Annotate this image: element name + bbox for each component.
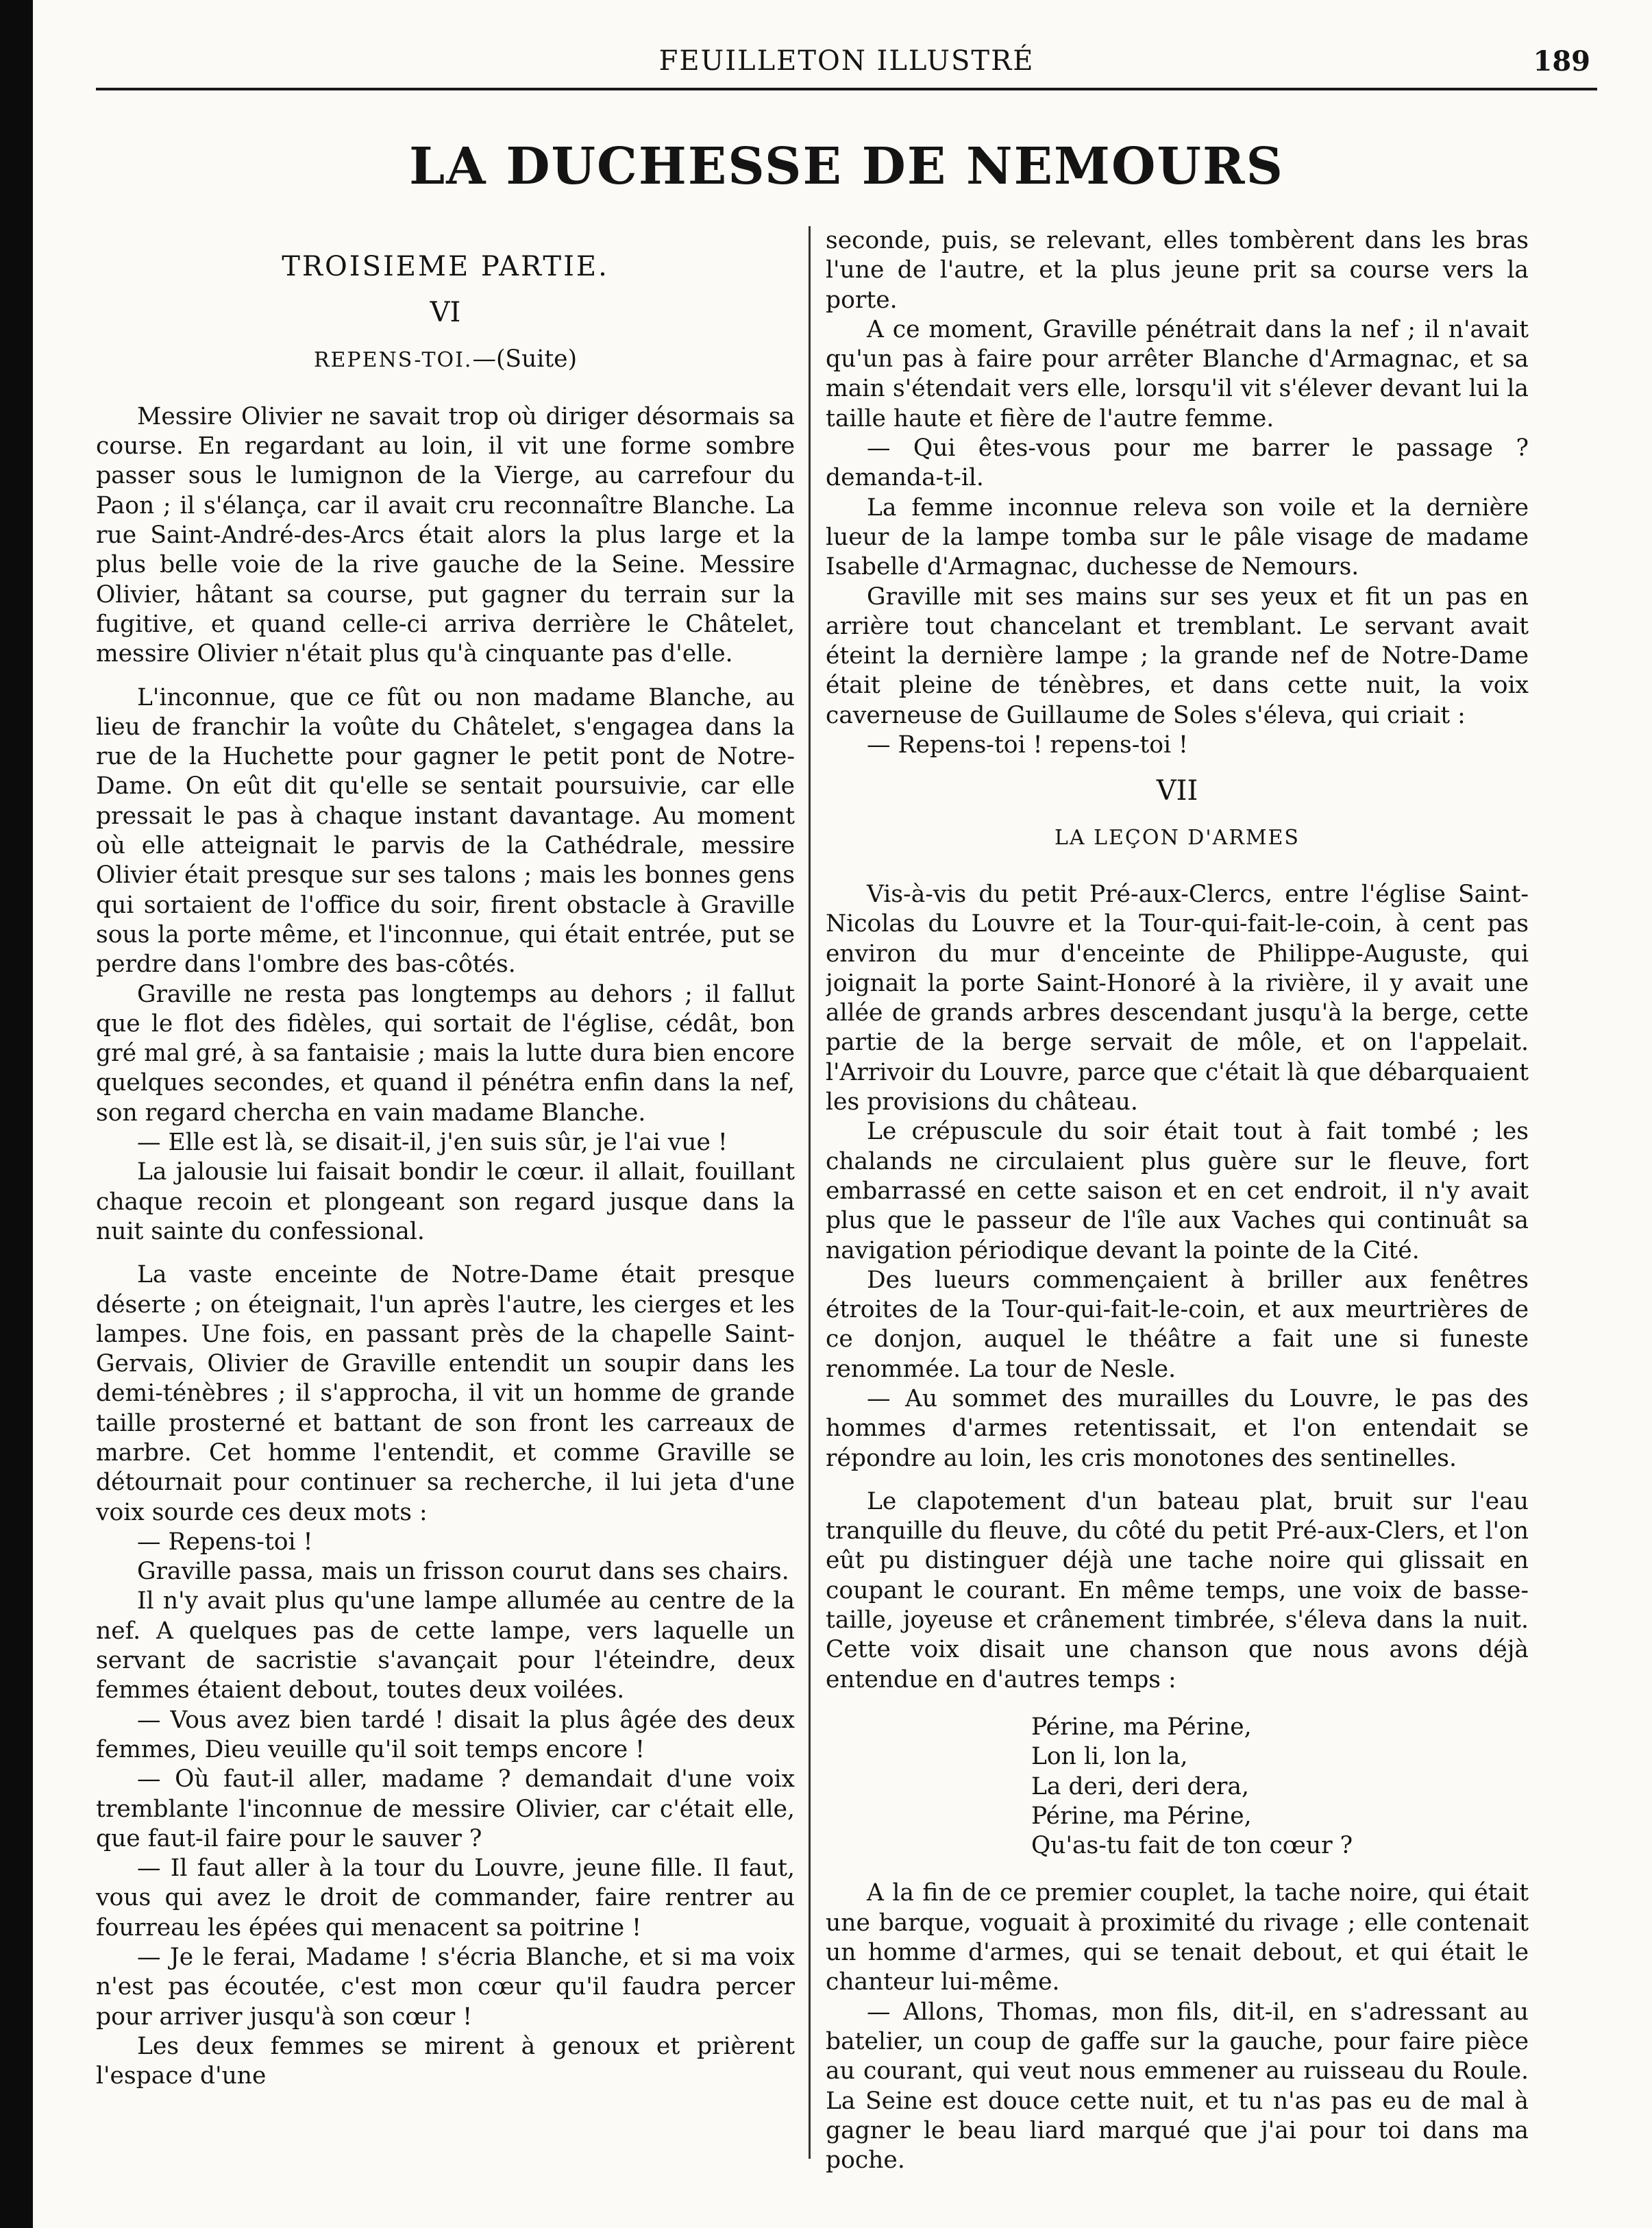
verse-line: La deri, deri dera, [1031,1772,1249,1800]
paragraph: La jalousie lui faisait bondir le cœur. il allait, fouillant chaque recoin et plongeant son regard jusque dans la nuit sainte du confessional. [96,1158,795,1245]
running-header [96,40,1597,90]
verse-line: Périne, ma Périne, [1031,1802,1252,1830]
page-number: 189 [1533,45,1590,77]
paragraph: A la fin de ce premier couplet, la tache noire, qui était une barque, voguait à proximité du rivage ; elle contenait un homme d'armes, qui se tenait debout, et qui était le chanteur lui-même. [826,1879,1529,1996]
paragraph: — Repens-toi ! repens-toi ! [867,731,1188,759]
paragraph: Graville ne resta pas longtemps au dehors ; il fallut que le flot des fidèles, qui sortait de l'église, cédât, bon gré mal gré, à sa fantaisie ; mais la lutte dura bien encore quelques secondes, et quand il pénétra enfin dans la nef, son regard chercha en vain madame Blanche. [96,980,795,1127]
paragraph: — Où faut-il aller, madame ? demandait d'une voix tremblante l'inconnue de messire Olivier, car c'était elle, que faut-il faire pour le sauver ? [96,1765,795,1852]
paragraph: Le crépuscule du soir était tout à fait tombé ; les chalands ne circulaient plus guère sur le fleuve, fort embarrassé en cette saison et en cet endroit, il n'y avait plus que le passeur de l'île aux Vaches qui continuât sa navigation périodique devant la pointe de la Cité. [826,1118,1529,1264]
paragraph: — Repens-toi ! [137,1528,313,1556]
paragraph: L'inconnue, que ce fût ou non madame Blanche, au lieu de franchir la voûte du Châtelet, s'engagea dans la rue de la Huchette pour gagner le petit pont de Notre-Dame. On eût dit qu'elle se sentait poursuivie, car elle pressait le pas à chaque instant davantage. Au moment où elle atteignait le parvis de la Cathédrale, messire Olivier était presque sur ses talons ; mais les bonnes gens qui sortaient de l'office du soir, firent obstacle à Graville sous la porte même, et l'inconnue, qui était entrée, put se perdre dans l'ombre des bas-côtés. [96,683,795,979]
paragraph: Vis-à-vis du petit Pré-aux-Clercs, entre l'église Saint-Nicolas du Louvre et la Tour-qui-fait-le-coin, à cent pas environ du mur d'enceinte de Philippe-Auguste, qui joignait la porte Saint-Honoré à la rivière, il y avait une allée de grands arbres descendant jusqu'à la berge, cette partie de la berge servait de môle, et on l'appelait. l'Arrivoir du Louvre, parce que c'était là que débarquaient les provisions du château. [826,880,1529,1116]
paragraph: Messire Olivier ne savait trop où diriger désormais sa course. En regardant au loin, il vit une forme sombre passer sous le lumignon de la Vierge, au carrefour du Paon ; il s'élança, car il avait cru reconnaître Blanche. La rue Saint-André-des-Arcs était alors la plus large et la plus belle voie de la rive gauche de la Seine. Messire Olivier, hâtant sa course, put gagner du terrain sur la fugitive, et quand celle-ci arriva derrière le Châtelet, messire Olivier n'était plus qu'à cinquante pas d'elle. [96,402,795,668]
verse-line: Lon li, lon la, [1031,1743,1188,1771]
paragraph: — Vous avez bien tardé ! disait la plus âgée des deux femmes, Dieu veuille qu'il soit temps encore ! [96,1706,795,1763]
chapter-title [96,345,795,375]
binding-edge [0,0,33,2228]
verse-line: Périne, ma Périne, [1031,1713,1252,1741]
right-column [826,226,1529,2200]
paragraph: La femme inconnue releva son voile et la dernière lueur de la lampe tomba sur le pâle visage de madame Isabelle d'Armagnac, duchesse de Nemours. [826,493,1529,581]
paragraph: La vaste enceinte de Notre-Dame était presque déserte ; on éteignait, l'un après l'autre, les cierges et les lampes. Une fois, en passant près de la chapelle Saint-Gervais, Olivier de Graville entendit un soupir dans les demi-ténèbres ; il s'approcha, il vit un homme de grande taille prosterné et battant de son front les carreaux de marbre. Cet homme l'entendit, et comme Graville se détournait pour continuer sa recherche, il lui jeta d'une voix sourde ces deux mots : [96,1261,795,1526]
paragraph: — Au sommet des murailles du Louvre, le pas des hommes d'armes retentissait, et l'on entendait se répondre au loin, les cris monotones des sentinelles. [826,1384,1529,1472]
part-title: TROISIEME PARTIE. [282,251,609,282]
chapter-number: VI [430,297,461,329]
paragraph: Graville passa, mais un frisson courut dans ses chairs. [137,1558,789,1586]
paragraph: seconde, puis, se relevant, elles tombèrent dans les bras l'une de l'autre, et la plus jeune prit sa course vers la porte. [826,227,1529,314]
chapter-title-text: REPENS-TOI. [313,347,473,372]
paragraph: — Elle est là, se disait-il, j'en suis sûr, je l'ai vue ! [137,1129,728,1157]
paragraph: Des lueurs commençaient à briller aux fenêtres étroites de la Tour-qui-fait-le-coin, et aux meurtrières de ce donjon, auquel le théâtre a fait une si funeste renommée. La tour de Nesle. [826,1266,1529,1383]
paragraph: Graville mit ses mains sur ses yeux et fit un pas en arrière tout chancelant et tremblant. Le servant avait éteint la dernière lampe ; la grande nef de Notre-Dame était pleine de ténèbres, et dans cette nuit, la voix caverneuse de Guillaume de Soles s'éleva, qui criait : [826,583,1529,729]
chapter-continued: —(Suite) [472,345,578,373]
paragraph: Le clapotement d'un bateau plat, bruit sur l'eau tranquille du fleuve, du côté du petit Pré-aux-Clers, et l'on eût pu distinguer déjà une tache noire qui glissait en coupant le courant. En même temps, une voix de basse-taille, joyeuse et crânement timbrée, s'éleva dans la nuit. Cette voix disait une chanson que nous avons déjà entendue en d'autres temps : [826,1487,1529,1693]
chapter-number: VII [1156,775,1198,807]
song-verse [1031,1713,1529,1861]
column-divider [809,226,811,2159]
paragraph: — Je le ferai, Madame ! s'écria Blanche, et si ma voix n'est pas écoutée, c'est mon cœur qu'il faudra percer pour arriver jusqu'à son cœur ! [96,1944,795,2031]
page-title: LA DUCHESSE DE NEMOURS [409,137,1284,196]
left-column [96,226,795,2200]
paragraph: Les deux femmes se mirent à genoux et prièrent l'espace d'une [96,2032,795,2090]
paragraph: — Allons, Thomas, mon fils, dit-il, en s'adressant au batelier, un coup de gaffe sur la gauche, pour faire pièce au courant, qui veut nous emmener au ruisseau du Roule. La Seine est douce cette nuit, et tu n'as pas eu de mal à gagner le beau liard marqué que j'ai pour toi dans ma poche. [826,1998,1529,2175]
paragraph: A ce moment, Graville pénétrait dans la nef ; il n'avait qu'un pas à faire pour arrêter Blanche d'Armagnac, et sa main s'étendait vers elle, lorsqu'il vit s'élever devant lui la taille haute et fière de l'autre femme. [826,315,1529,432]
paragraph: — Il faut aller à la tour du Louvre, jeune fille. Il faut, vous qui avez le droit de commander, faire rentrer au fourreau les épées qui menacent sa poitrine ! [96,1854,795,1942]
paragraph: — Qui êtes-vous pour me barrer le passage ? demanda-t-il. [826,434,1529,492]
verse-line: Qu'as-tu fait de ton cœur ? [1031,1832,1353,1860]
paragraph: Il n'y avait plus qu'une lampe allumée au centre de la nef. A quelques pas de cette lampe, vers laquelle un servant de sacristie s'avançait pour l'éteindre, deux femmes étaient debout, toutes deux voilées. [96,1587,795,1704]
running-title: FEUILLETON ILLUSTRÉ [658,45,1035,77]
chapter-title: LA LEÇON D'ARMES [1054,825,1300,850]
